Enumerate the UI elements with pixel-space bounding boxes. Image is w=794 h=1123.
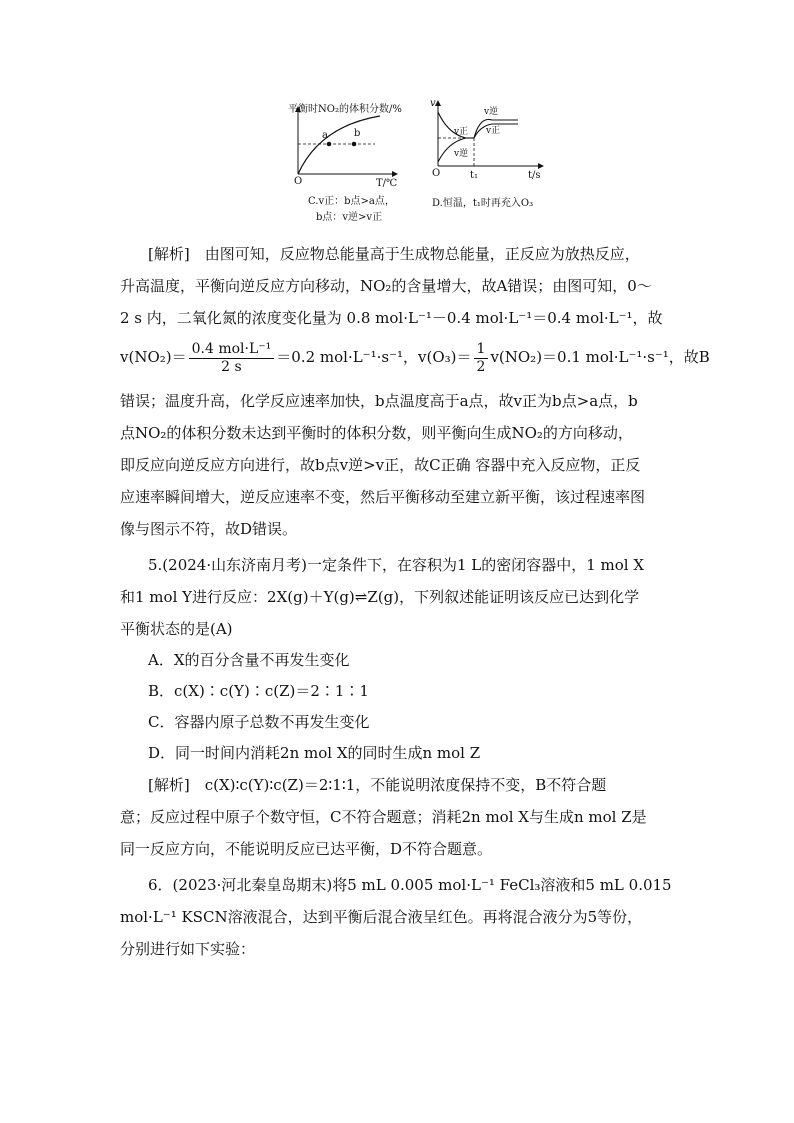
figure-c-xlabel: T/℃ bbox=[376, 178, 398, 189]
l4-middle: ＝0.2 mol·L⁻¹·s⁻¹，v(O₃)＝ bbox=[276, 348, 472, 366]
figure-c-caption-2: b点：v逆>v正 bbox=[316, 212, 383, 223]
figure-d-xlabel: t/s bbox=[528, 170, 541, 181]
q6-line-1: 6．(2023·河北秦皇岛期末)将5 mL 0.005 mol·L⁻¹ FeCl₃溶液和5 mL 0.015 bbox=[148, 876, 672, 894]
analysis-line-4 bbox=[120, 337, 710, 377]
origin-c: O bbox=[294, 176, 303, 187]
analysis-line-2: 升高温度，平衡向逆反应方向移动，NO₂的含量增大，故A错误；由图可知，0～ bbox=[120, 277, 652, 295]
label-v-zheng-left: v正 bbox=[454, 127, 469, 137]
analysis-line-6: 点NO₂的体积分数未达到平衡时的体积分数，则平衡向生成NO₂的方向移动， bbox=[120, 424, 633, 442]
label-v-ni-left: v逆 bbox=[454, 149, 469, 159]
fraction-1 bbox=[189, 341, 275, 376]
q5-line-3: 平衡状态的是(A) bbox=[120, 620, 233, 638]
point-b bbox=[352, 142, 357, 147]
q5-analysis-line-1: [解析] c(X)∶c(Y)∶c(Z)＝2∶1∶1，不能说明浓度保持不变，B不符合题 bbox=[148, 776, 607, 794]
point-a bbox=[327, 142, 332, 147]
analysis-line-9: 像与图示不符，故D错误。 bbox=[120, 520, 298, 538]
option-a: A．X的百分含量不再发生变化 bbox=[148, 651, 350, 669]
l4-suffix: v(NO₂)＝0.1 mol·L⁻¹·s⁻¹，故B bbox=[490, 348, 710, 366]
q6-line-3: 分别进行如下实验： bbox=[120, 940, 256, 958]
option-c: C．容器内原子总数不再发生变化 bbox=[148, 713, 370, 731]
figure-d bbox=[428, 96, 568, 226]
figure-d-ylabel: v bbox=[430, 98, 436, 109]
analysis-line-5: 错误；温度升高，化学反应速率加快，b点温度高于a点，故v正为b点>a点，b bbox=[120, 392, 638, 410]
q5-line-1: 5.(2024·山东济南月考)一定条件下，在容积为1 L的密闭容器中，1 mol X bbox=[148, 556, 645, 574]
fraction-1-denominator: 2 s bbox=[221, 358, 242, 375]
fraction-2 bbox=[474, 341, 489, 376]
analysis-line-1: [解析] 由图可知，反应物总能量高于生成物总能量，正反应为放热反应， bbox=[148, 245, 640, 263]
analysis-line-3: 2 s 内，二氧化氮的浓度变化量为 0.8 mol·L⁻¹－0.4 mol·L⁻¹＝0.4 mol·L⁻¹，故 bbox=[120, 309, 663, 327]
curve bbox=[298, 116, 380, 174]
x-axis-arrow bbox=[392, 171, 398, 177]
analysis-line-8: 应速率瞬间增大，逆反应速率不变，然后平衡移动至建立新平衡，该过程速率图 bbox=[120, 488, 646, 506]
q6-line-2: mol·L⁻¹ KSCN溶液混合，达到平衡后混合液呈红色。再将混合液分为5等份， bbox=[120, 908, 643, 926]
label-v-zheng-right: v正 bbox=[486, 126, 501, 136]
q5-line-2: 和1 mol Y进行反应：2X(g)＋Y(g)⇌Z(g)，下列叙述能证明该反应已达到化学 bbox=[120, 588, 640, 606]
fraction-2-numerator: 1 bbox=[474, 341, 489, 359]
label-b: b bbox=[354, 128, 361, 139]
figure-c bbox=[280, 96, 410, 226]
label-v-ni-top: v逆 bbox=[484, 107, 499, 117]
t1-label: t₁ bbox=[470, 170, 479, 181]
figure-c-ylabel: 平衡时NO₂的体积分数/% bbox=[288, 104, 402, 115]
origin-d: O bbox=[432, 168, 441, 179]
l4-prefix: v(NO₂)＝ bbox=[120, 348, 187, 366]
option-d: D．同一时间内消耗2n mol X的同时生成n mol Z bbox=[148, 744, 481, 762]
label-a: a bbox=[322, 130, 328, 141]
option-b: B．c(X)∶c(Y)∶c(Z)＝2∶1∶1 bbox=[148, 682, 369, 700]
q5-analysis-line-3: 同一反应方向，不能说明反应已达平衡，D不符合题意。 bbox=[120, 840, 493, 858]
q5-analysis-line-2: 意；反应过程中原子个数守恒，C不符合题意；消耗2n mol X与生成n mol Z是 bbox=[120, 808, 647, 826]
figure-d-caption: D.恒温，t₁时再充入O₃ bbox=[432, 198, 534, 209]
figure-c-caption-1: C.v正：b点>a点， bbox=[308, 196, 395, 207]
x-axis-arrow bbox=[538, 163, 544, 169]
fraction-2-denominator: 2 bbox=[476, 358, 486, 375]
fraction-1-numerator: 0.4 mol·L⁻¹ bbox=[189, 341, 275, 359]
analysis-line-7: 即反应向逆反应方向进行，故b点v逆>v正，故C正确 容器中充入反应物，正反 bbox=[120, 456, 641, 474]
